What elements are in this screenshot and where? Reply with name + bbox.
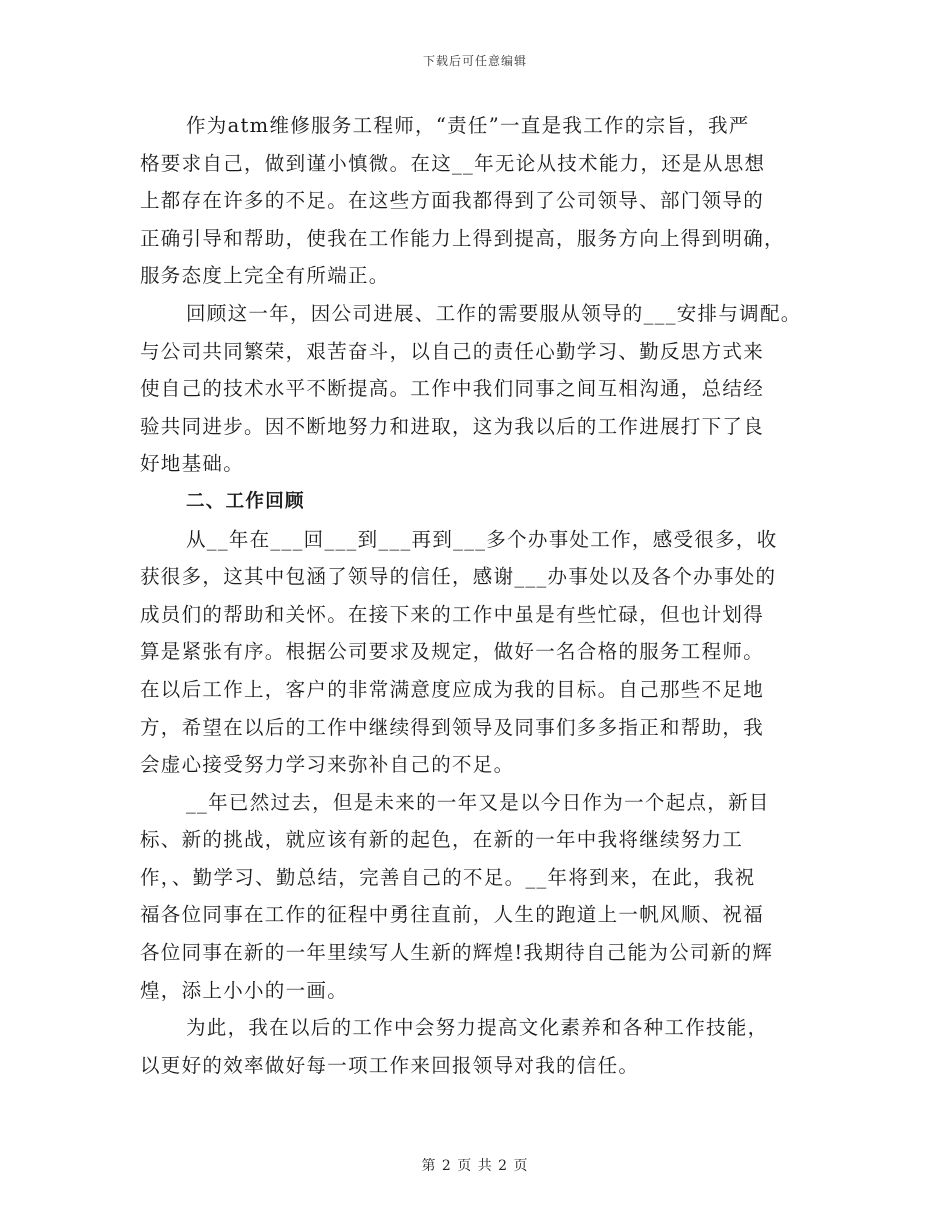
- text-line: 煌，添上小小的一画。: [140, 978, 349, 1002]
- text-line: 正确引导和帮助，使我在工作能力上得到提高，服务方向上得到明确，: [140, 226, 785, 250]
- page-header: 下载后可任意编辑: [422, 54, 527, 68]
- section-heading: 二、工作回顾: [186, 490, 305, 512]
- text-line: __年已然过去，但是未来的一年又是以今日作为一个起点，新目: [186, 790, 770, 814]
- text-line: 标、新的挑战，就应该有新的起色，在新的一年中我将继续努力工: [140, 828, 744, 852]
- text-line: 从__年在___回___到___再到___多个办事处工作，感受很多，收: [186, 527, 778, 551]
- text-line: 成员们的帮助和关怀。在接下来的工作中虽是有些忙碌，但也计划得: [140, 602, 765, 626]
- text-line: 与公司共同繁荣，艰苦奋斗，以自己的责任心勤学习、勤反思方式来: [140, 339, 765, 363]
- text-line: 作，、勤学习、勤总结，完善自己的不足。__年将到来，在此，我祝: [140, 865, 756, 889]
- text-line: 上都存在许多的不足。在这些方面我都得到了公司领导、部门领导的: [140, 189, 765, 213]
- text-line: 服务态度上完全有所端正。: [140, 264, 390, 288]
- text-line: 回顾这一年，因公司进展、工作的需要服从领导的___安排与调配。: [186, 301, 802, 325]
- page-footer: 第 2 页 共 2 页: [421, 1158, 529, 1174]
- text-line: 会虚心接受努力学习来弥补自己的不足。: [140, 753, 515, 777]
- text-line: 验共同进步。因不断地努力和进取，这为我以后的工作进展打下了良: [140, 414, 765, 438]
- text-line: 各位同事在新的一年里续写人生新的辉煌!我期待自己能为公司新的辉: [140, 941, 774, 965]
- text-line: 在以后工作上，客户的非常满意度应成为我的目标。自己那些不足地: [140, 677, 765, 701]
- text-line: 福各位同事在工作的征程中勇往直前，人生的跑道上一帆风顺、祝福: [140, 903, 765, 927]
- text-line: 使自己的技术水平不断提高。工作中我们同事之间互相沟通，总结经: [140, 377, 765, 401]
- text-line: 为此，我在以后的工作中会努力提高文化素养和各种工作技能，: [186, 1016, 769, 1040]
- text-line: 以更好的效率做好每一项工作来回报领导对我的信任。: [140, 1053, 640, 1077]
- text-line: 作为atm维修服务工程师，“责任”一直是我工作的宗旨，我严: [186, 114, 750, 137]
- text-line: 好地基础。: [140, 452, 245, 476]
- text-line: 获很多，这其中包涵了领导的信任，感谢___办事处以及各个办事处的: [140, 565, 777, 589]
- document-body: [140, 107, 830, 1084]
- text-line: 算是紧张有序。根据公司要求及规定，做好一名合格的服务工程师。: [140, 640, 765, 664]
- text-line: 方，希望在以后的工作中继续得到领导及同事们多多指正和帮助，我: [140, 715, 765, 739]
- text-line: 格要求自己，做到谨小慎微。在这__年无论从技术能力，还是从思想: [140, 151, 766, 175]
